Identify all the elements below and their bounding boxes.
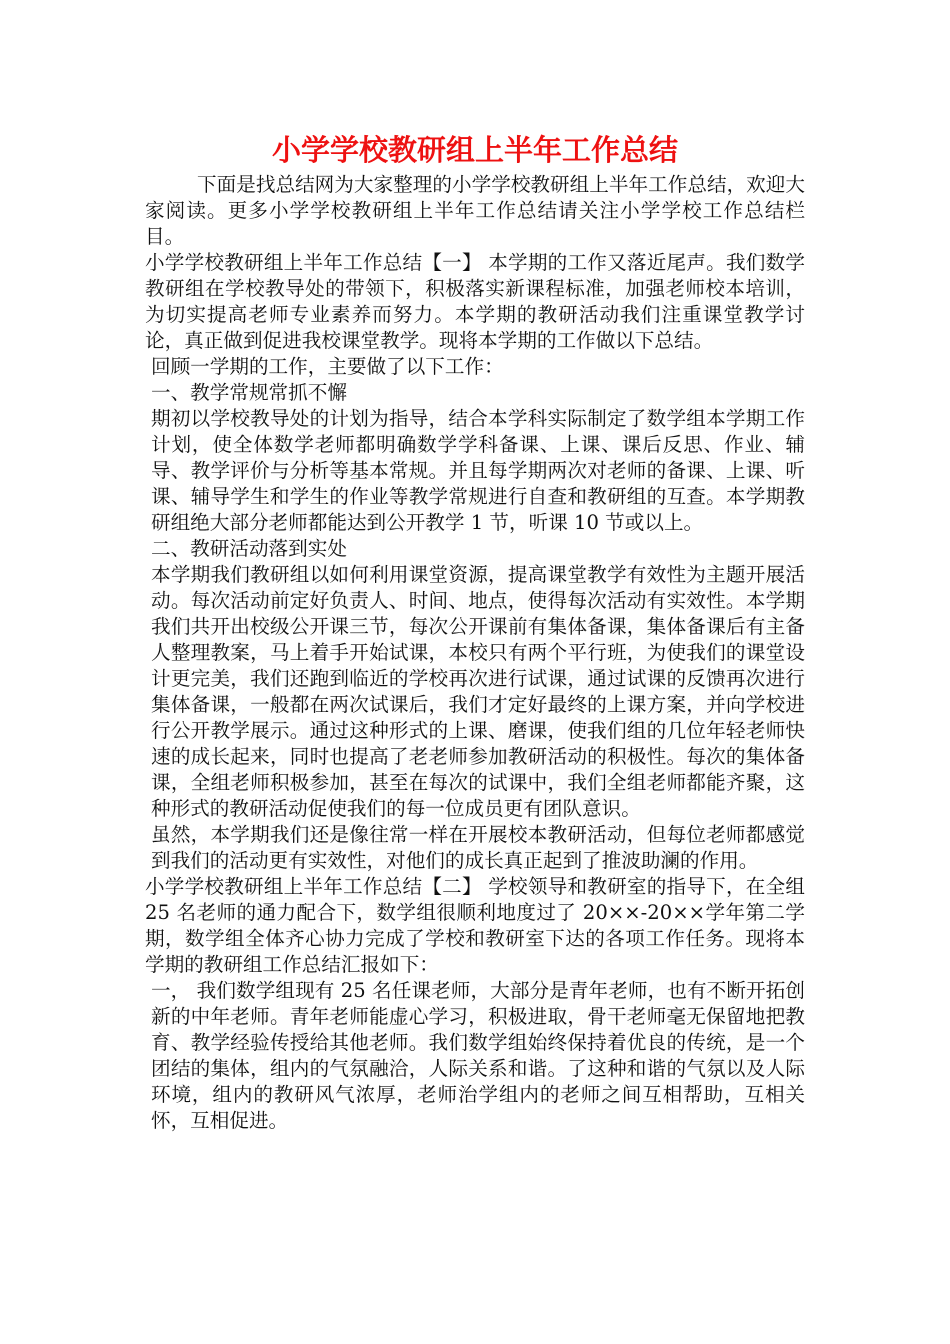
document-title: 小学学校教研组上半年工作总结 bbox=[271, 133, 678, 167]
document-body bbox=[145, 172, 805, 1134]
heading-teaching-routine: 一、教学常规常抓不懈 bbox=[151, 381, 347, 404]
research-activities-paragraph: 本学期我们教研组以如何利用课堂资源，提高课堂教学有效性为主题开展活动。每次活动前定好负责人、时间、地点，使得每次活动有实效性。本学期我们共开出校级公开课三节，每次公开课前有集体备课，集体备课后有主备人整理教案，马上着手开始试课，本校只有两个平行班，为使我们的课堂设计更完美，我们还跑到临近的学校再次进行试课，通过试课的反馈再次进行集体备课，一般都在两次试课后，我们才定好最终的上课方案，并向学校进行公开教学展示。通过这种形式的上课、磨课，使我们组的几位年轻老师快速的成长起来，同时也提高了老老师参加教研活动的积极性。每次的集体备课，全组老师积极参加，甚至在每次的试课中，我们全组老师都能齐聚，这种形式的教研活动促使我们的每一位成员更有团队意识。 bbox=[151, 563, 805, 820]
review-paragraph: 回顾一学期的工作，主要做了以下工作： bbox=[151, 355, 504, 378]
heading-research-activities: 二、教研活动落到实处 bbox=[151, 537, 347, 560]
teaching-routine-paragraph: 期初以学校教导处的计划为指导，结合本学科实际制定了数学组本学期工作计划，使全体数学老师都明确数学学科备课、上课、课后反思、作业、辅导、教学评价与分析等基本常规。并且每学期两次对老师的备课、上课、听课、辅导学生和学生的作业等教学常规进行自查和教研组的互查。本学期教研组绝大部分老师都能达到公开教学 1 节，听课 10 节或以上。 bbox=[151, 407, 805, 534]
section-one-paragraph: 小学学校教研组上半年工作总结【一】 本学期的工作又落近尾声。我们数学教研组在学校教导处的带领下，积极落实新课程标准，加强老师校本培训，为切实提高老师专业素养而努力。本学期的教研活动我们注重课堂教学讨论，真正做到促进我校课堂教学。现将本学期的工作做以下总结。 bbox=[145, 251, 805, 352]
intro-paragraph: 下面是找总结网为大家整理的小学学校教研组上半年工作总结，欢迎大家阅读。更多小学学校教研组上半年工作总结请关注小学学校工作总结栏目。 bbox=[145, 173, 805, 248]
group-overview-paragraph: 一， 我们数学组现有 25 名任课老师，大部分是青年老师，也有不断开拓创新的中年老师。青年老师能虚心学习，积极进取，骨干老师毫无保留地把教育、教学经验传授给其他老师。我们数学组始终保持着优良的传统，是一个团结的集体，组内的气氛融洽，人际关系和谐。了这种和谐的气氛以及人际环境，组内的教研风气浓厚，老师治学组内的老师之间互相帮助，互相关怀，互相促进。 bbox=[151, 979, 805, 1132]
effectiveness-paragraph: 虽然，本学期我们还是像往常一样在开展校本教研活动，但每位老师都感觉到我们的活动更有实效性，对他们的成长真正起到了推波助澜的作用。 bbox=[151, 823, 805, 872]
section-two-paragraph: 小学学校教研组上半年工作总结【二】 学校领导和教研室的指导下，在全组 25 名老师的通力配合下，数学组很顺利地度过了 20××-20××学年第二学期，数学组全体齐心协力完成了学校和教研室下达的各项工作任务。现将本学期的教研组工作总结汇报如下： bbox=[145, 875, 805, 976]
